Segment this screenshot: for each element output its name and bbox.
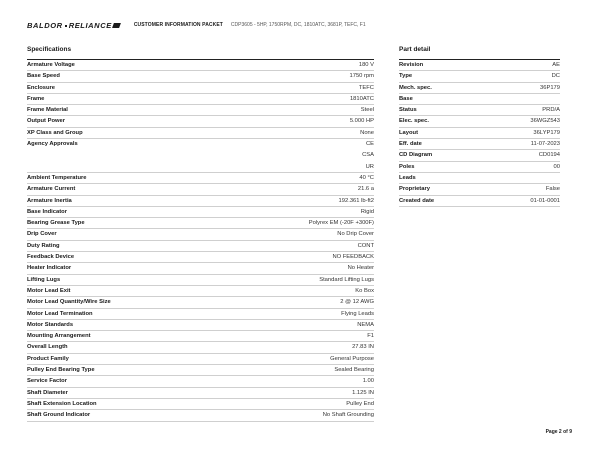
table-row	[27, 354, 374, 365]
row-label: Leads	[399, 174, 416, 181]
row-label: Feedback Device	[27, 254, 75, 261]
row-value	[334, 365, 374, 376]
table-row	[27, 365, 374, 376]
table-row	[27, 410, 374, 421]
table-row	[27, 252, 374, 263]
value-line: None	[360, 129, 374, 136]
table-row	[399, 94, 560, 105]
value-line: TEFC	[358, 84, 374, 91]
table-row	[27, 207, 374, 218]
value-line: 36LYP179	[533, 129, 560, 136]
row-label: Status	[399, 107, 417, 114]
table-row	[27, 388, 374, 399]
value-line: Sealed Bearing	[334, 367, 374, 374]
row-label: Created date	[399, 197, 435, 204]
row-label: Duty Rating	[27, 242, 60, 249]
value-line: 2 @ 12 AWG	[340, 299, 374, 306]
table-row	[27, 376, 374, 387]
row-label: Revision	[399, 62, 424, 68]
row-label: Base	[399, 95, 413, 102]
row-value	[539, 150, 560, 161]
row-label: Product Family	[27, 355, 69, 362]
page-number: Page 2 of 9	[545, 429, 572, 435]
row-label: Armature Inertia	[27, 197, 72, 204]
document-header	[27, 18, 366, 32]
row-value	[552, 71, 560, 82]
row-value	[358, 241, 374, 252]
value-line: 36WGZ543	[530, 118, 560, 125]
row-value	[340, 297, 374, 308]
table-row	[27, 309, 374, 320]
table-row	[27, 184, 374, 195]
value-line: CSA	[362, 152, 374, 159]
value-line: 40 °C	[359, 174, 374, 181]
table-row	[399, 173, 560, 184]
table-row	[27, 218, 374, 229]
value-line: Steel	[360, 107, 374, 114]
table-row	[399, 139, 560, 150]
value-line: CE	[365, 141, 374, 148]
value-line: Flying Leads	[341, 310, 374, 317]
row-value	[367, 331, 374, 342]
row-label: Ambient Temperature	[27, 174, 87, 181]
table-row	[399, 128, 560, 139]
row-value	[352, 342, 374, 353]
row-value	[542, 105, 560, 116]
table-row	[27, 342, 374, 353]
row-label: Drip Cover	[27, 231, 57, 238]
row-label: Bearing Grease Type	[27, 220, 85, 227]
value-line: AE	[552, 62, 560, 68]
row-label: Heater Indicator	[27, 265, 72, 272]
value-line: General Purpose	[330, 355, 374, 362]
row-value	[361, 207, 374, 218]
row-label: Mounting Arrangement	[27, 333, 91, 340]
value-line: 1750 rpm	[349, 73, 374, 80]
row-label: Layout	[399, 129, 419, 136]
brand-logo: BALDOR RELIANCE	[27, 21, 120, 30]
row-value	[530, 116, 560, 127]
row-value	[332, 252, 374, 263]
table-row	[27, 320, 374, 331]
value-line: 192.361 lb-ft2	[338, 197, 374, 204]
row-label: Frame Material	[27, 107, 68, 114]
table-row	[399, 150, 560, 161]
product-description: CDP3605 - 5HP, 1750RPM, DC, 1810ATC, 3681P, TEFC, F1	[230, 22, 366, 28]
table-row	[27, 229, 374, 240]
row-value	[530, 196, 560, 207]
row-label: Type	[399, 73, 413, 80]
row-value	[546, 184, 560, 195]
value-line: Polyrex EM (-20F +300F)	[308, 220, 374, 227]
value-line: 36P179	[540, 84, 560, 91]
part-detail-title: Part detail	[399, 46, 431, 53]
table-row	[399, 105, 560, 116]
row-value	[337, 229, 374, 240]
row-label: Armature Current	[27, 186, 76, 193]
row-label: Motor Lead Quantity/Wire Size	[27, 299, 111, 306]
row-label: Output Power	[27, 118, 65, 125]
value-line: 1810ATC	[349, 95, 374, 102]
value-line: NEMA	[357, 321, 374, 328]
table-row	[27, 196, 374, 207]
row-label: Proprietary	[399, 186, 430, 193]
row-value	[362, 139, 374, 173]
value-line: False	[545, 186, 560, 193]
specifications-table	[27, 59, 374, 422]
table-row	[399, 184, 560, 195]
row-value	[350, 116, 374, 127]
row-label: Frame	[27, 95, 45, 102]
row-value	[533, 128, 560, 139]
table-row	[27, 139, 374, 173]
table-row	[27, 71, 374, 82]
value-line: No Shaft Grounding	[322, 412, 374, 419]
value-line: CONT	[357, 242, 374, 249]
row-label: XP Class and Group	[27, 129, 83, 136]
table-row	[399, 60, 560, 71]
row-label: Poles	[399, 163, 415, 170]
value-line: F1	[367, 333, 374, 340]
row-label: Base Indicator	[27, 208, 67, 215]
value-line: PRD/A	[542, 107, 560, 114]
row-value	[359, 60, 374, 71]
table-row	[399, 116, 560, 127]
table-row	[27, 83, 374, 94]
row-value	[554, 162, 560, 173]
table-row	[399, 196, 560, 207]
table-row	[399, 71, 560, 82]
table-row	[27, 241, 374, 252]
row-label: Agency Approvals	[27, 141, 78, 148]
row-label: Motor Standards	[27, 321, 74, 328]
value-line: DC	[551, 73, 560, 80]
value-line: 21.6 a	[357, 186, 374, 193]
value-line: 5.000 HP	[349, 118, 374, 125]
row-value	[357, 320, 374, 331]
table-row	[27, 128, 374, 139]
table-row	[27, 173, 374, 184]
row-value	[531, 139, 560, 150]
table-row	[27, 399, 374, 410]
row-label: Shaft Extension Location	[27, 400, 97, 407]
value-line: Ko Box	[355, 287, 374, 294]
value-line: Standard Lifting Lugs	[319, 276, 374, 283]
table-row	[27, 105, 374, 116]
part-detail-table	[399, 59, 560, 207]
table-row	[27, 286, 374, 297]
table-row	[399, 162, 560, 173]
value-line: No Heater	[347, 265, 374, 272]
value-line: Pulley End	[346, 400, 374, 407]
row-value	[309, 218, 374, 229]
row-value	[339, 196, 374, 207]
specifications-title: Specifications	[27, 46, 72, 53]
row-label: Elec. spec.	[399, 118, 429, 125]
row-value	[552, 60, 560, 71]
value-line: NO FEEDBACK	[332, 254, 374, 261]
value-line: 00	[553, 163, 560, 170]
value-line: No Drip Cover	[337, 231, 374, 238]
table-row	[27, 331, 374, 342]
table-row	[27, 263, 374, 274]
table-row	[27, 94, 374, 105]
row-value	[352, 388, 374, 399]
row-label: Service Factor	[27, 378, 67, 385]
row-value	[360, 128, 374, 139]
row-label: Lifting Lugs	[27, 276, 61, 283]
row-value	[359, 173, 374, 184]
value-line: Rigid	[360, 208, 374, 215]
row-value	[355, 286, 374, 297]
row-label: Overall Length	[27, 344, 68, 351]
row-label: Pulley End Bearing Type	[27, 367, 95, 374]
value-line: CD0194	[538, 152, 560, 159]
row-label: Motor Lead Termination	[27, 310, 93, 317]
row-label: Armature Voltage	[27, 62, 75, 68]
table-row	[27, 297, 374, 308]
value-line: 11-07-2023	[530, 141, 560, 148]
row-value	[330, 354, 374, 365]
row-label: Shaft Diameter	[27, 389, 68, 396]
value-line: 27.83 IN	[352, 344, 374, 351]
row-value	[346, 399, 374, 410]
row-value	[363, 376, 374, 387]
row-value	[540, 83, 560, 94]
table-row	[27, 275, 374, 286]
row-value	[350, 94, 374, 105]
row-label: CD Diagram	[399, 152, 433, 159]
row-label: Base Speed	[27, 73, 60, 80]
packet-title: CUSTOMER INFORMATION PACKET	[133, 22, 223, 28]
row-value	[323, 410, 374, 421]
value-line: 1.125 IN	[352, 389, 374, 396]
table-row	[399, 83, 560, 94]
row-label: Shaft Ground Indicator	[27, 412, 91, 419]
table-row	[27, 60, 374, 71]
row-label: Motor Lead Exit	[27, 287, 71, 294]
value-line: 01-01-0001	[530, 197, 560, 204]
table-row	[27, 116, 374, 127]
row-label: Eff. date	[399, 141, 422, 148]
value-line: 180 V	[358, 62, 374, 68]
row-value	[358, 184, 374, 195]
value-line: 1.00	[362, 378, 374, 385]
row-value	[361, 105, 374, 116]
value-line: UR	[365, 163, 374, 170]
row-value	[341, 309, 374, 320]
row-value	[350, 71, 375, 82]
row-value	[359, 83, 374, 94]
row-value	[348, 263, 374, 274]
row-label: Enclosure	[27, 84, 56, 91]
row-label: Mech. spec.	[399, 84, 432, 91]
row-value	[319, 275, 374, 286]
